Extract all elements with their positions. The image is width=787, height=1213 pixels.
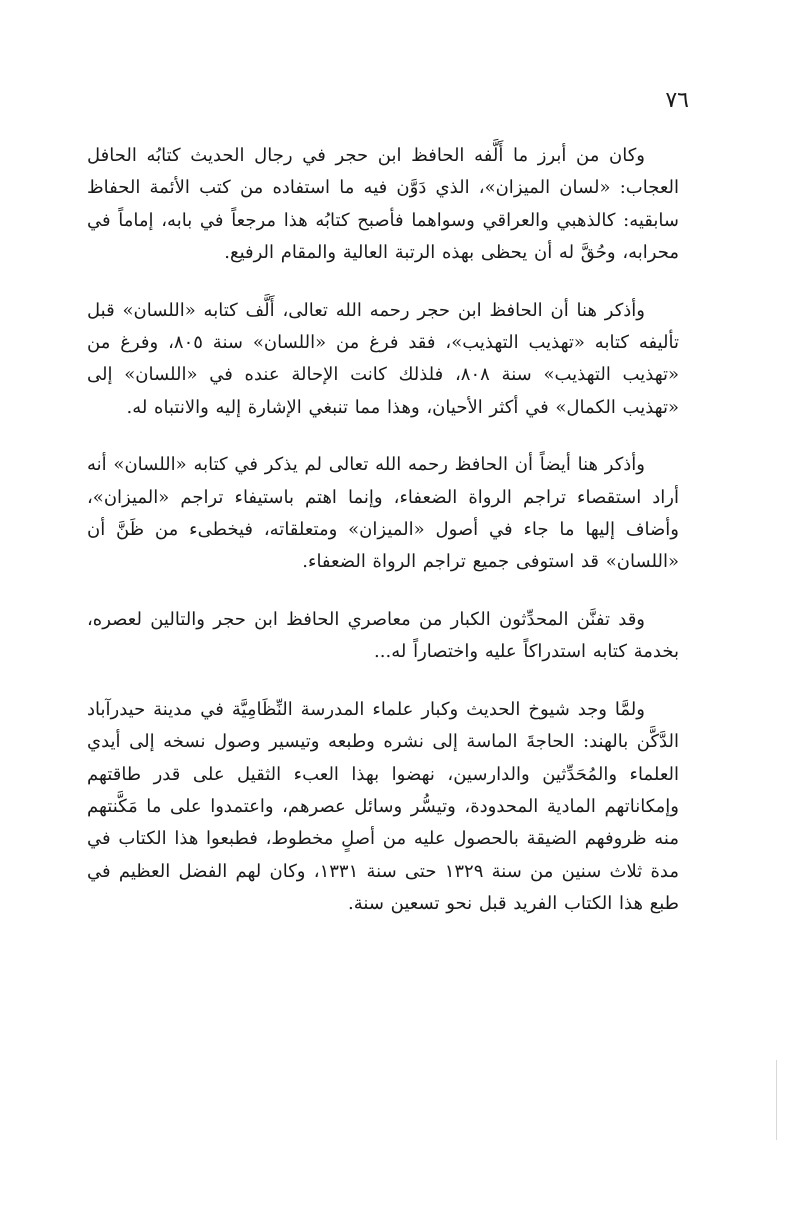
paragraph-authoring-order: وأذكر هنا أن الحافظ ابن حجر رحمه الله تعالى، أَلَّف كتابه «اللسان» قبل تأليفه كتابه «تهذيب التهذيب»، فقد فرغ من «اللسان» سنة ٨٠٥، وفرغ من «تهذيب التهذيب» سنة ٨٠٨، فلذلك كانت الإحالة عنده في «اللسان» إلى «تهذيب الكمال» في أكثر الأحيان، وهذا مما تنبغي الإشارة إليه والانتباه له. xyxy=(87,299,680,418)
body-text xyxy=(87,140,679,946)
paragraph-hyderabad-edition: ولمَّا وجد شيوخ الحديث وكبار علماء المدرسة النِّظَامِيَّة في مدينة حيدرآباد الدَّكَّن بالهند: الحاجةَ الماسة إلى نشره وطبعه وتيسير وصول نسخه إلى أيدي العلماء والمُحَدِّثين والدارسين، نهضوا بهذا العبء الثقيل على قدر طاقتهم وإمكاناتهم المادية المحدودة، وتيسُّر وسائل عصرهم، واعتمدوا على ما مَكَّنتهم منه ظروفهم الضيقة بالحصول عليه من أصلٍ مخطوط، فطبعوا هذا الكتاب في مدة ثلاث سنين من سنة ١٣٢٩ حتى سنة ١٣٣١، وكان لهم الفضل العظيم في طبع هذا الكتاب الفريد قبل نحو تسعين سنة. xyxy=(87,698,680,915)
scan-edge-shadow xyxy=(776,1060,777,1140)
paragraph-lisan-al-mizan: وكان من أبرز ما أَلَّفه الحافظ ابن حجر في رجال الحديث كتابُه الحافل العجاب: «لسان الميزان»، الذي دَوَّن فيه ما استفاده من كتب الأئمة الحفاظ سابقيه: كالذهبي والعراقي وسواهما فأصبح كتابُه هذا مرجعاً في بابه، إماماً في محرابه، وحُقَّ له أن يحظى بهذه الرتبة العالية والمقام الرفيع. xyxy=(87,145,679,264)
page-number: ٧٦ xyxy=(665,88,689,113)
paragraph-later-scholars: وقد تفنَّن المحدِّثون الكبار من معاصري الحافظ ابن حجر والتالين لعصره، بخدمة كتابه استدراكاً عليه واختصاراً له... xyxy=(87,608,679,663)
paragraph-scope-of-lisan: وأذكر هنا أيضاً أن الحافظ رحمه الله تعالى لم يذكر في كتابه «اللسان» أنه أراد استقصاء تراجم الرواة الضعفاء، وإنما اهتم باستيفاء تراجم «الميزان»، وأضاف إليها ما جاء في أصول «الميزان» ومتعلقاته، فيخطىء من ظَنَّ أن «اللسان» قد استوفى جميع تراجم الرواة الضعفاء. xyxy=(87,454,679,573)
